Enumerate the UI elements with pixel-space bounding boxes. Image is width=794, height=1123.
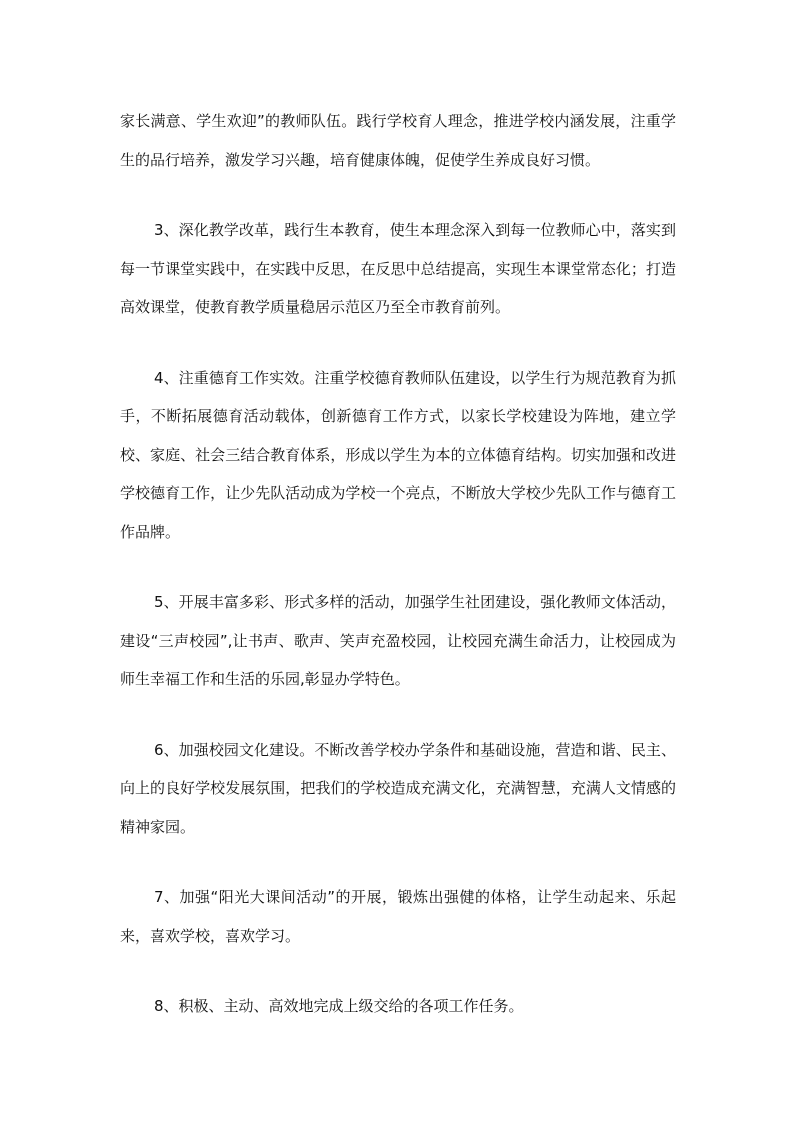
paragraph-item-5: 5、开展丰富多彩、形式多样的活动，加强学生社团建设，强化教师文体活动，建设“三声校园”,让书声、歌声、笑声充盈校园，让校园充满生命活力，让校园成为师生幸福工作和生活的乐园,彰显办学特色。	[120, 593, 676, 688]
document-body	[120, 102, 676, 1058]
paragraph-item-3: 3、深化教学改革，践行生本教育，使生本理念深入到每一位教师心中，落实到每一节课堂实践中，在实践中反思，在反思中总结提高，实现生本课堂常态化；打造高效课堂，使教育教学质量稳居示范区乃至全市教育前列。	[120, 221, 676, 316]
paragraph-item-7: 7、加强“阳光大课间活动”的开展，锻炼出强健的体格，让学生动起来、乐起来，喜欢学校，喜欢学习。	[120, 888, 676, 945]
paragraph-continuation: 家长满意、学生欢迎”的教师队伍。践行学校育人理念，推进学校内涵发展，注重学生的品行培养，激发学习兴趣，培育健康体魄，促使学生养成良好习惯。	[120, 112, 676, 169]
paragraph-item-8: 8、积极、主动、高效地完成上级交给的各项工作任务。	[154, 997, 524, 1015]
paragraph-item-4: 4、注重德育工作实效。注重学校德育教师队伍建设，以学生行为规范教育为抓手，不断拓展德育活动载体，创新德育工作方式，以家长学校建设为阵地，建立学校、家庭、社会三结合教育体系，形成以学生为本的立体德育结构。切实加强和改进学校德育工作，让少先队活动成为学校一个亮点，不断放大学校少先队工作与德育工作品牌。	[120, 368, 676, 541]
paragraph-item-6: 6、加强校园文化建设。不断改善学校办学条件和基础设施，营造和谐、民主、向上的良好学校发展氛围，把我们的学校造成充满文化，充满智慧，充满人文情感的精神家园。	[120, 740, 676, 836]
